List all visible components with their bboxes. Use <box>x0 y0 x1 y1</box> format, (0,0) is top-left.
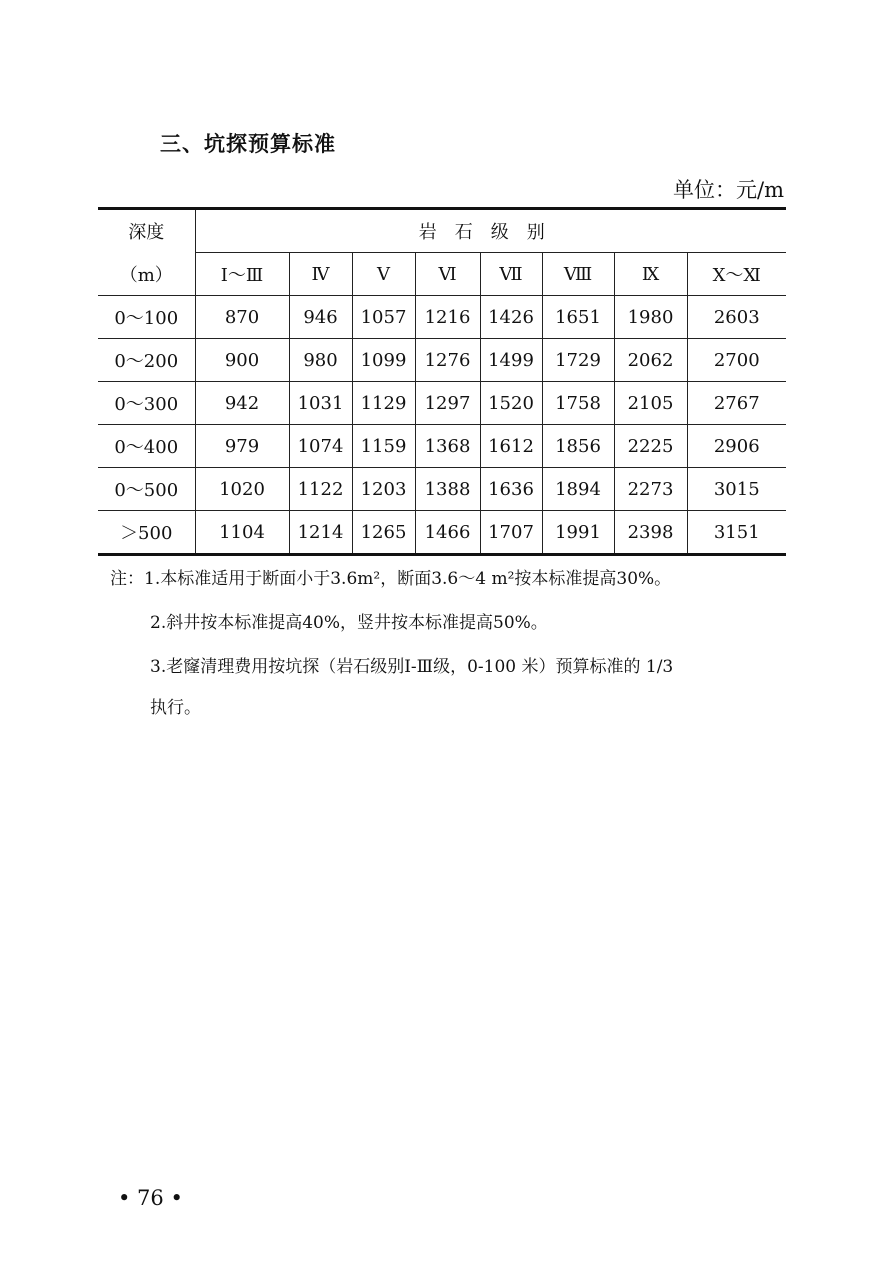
cost-cell: 2767 <box>687 382 786 425</box>
cost-cell: 1499 <box>480 339 542 382</box>
table-header-row <box>98 209 786 253</box>
cost-cell: 1122 <box>289 468 352 511</box>
depth-cell: 0～100 <box>98 296 195 339</box>
cost-cell: 980 <box>289 339 352 382</box>
page-number: • 76 • <box>118 1186 183 1210</box>
cost-cell: 1031 <box>289 382 352 425</box>
table-row <box>98 511 786 555</box>
cost-cell: 2273 <box>614 468 687 511</box>
table-row <box>98 425 786 468</box>
cost-cell: 1203 <box>352 468 415 511</box>
cost-cell: 1074 <box>289 425 352 468</box>
note-2: 2.斜井按本标准提高40%，竖井按本标准提高50%。 <box>150 613 548 633</box>
cost-cell: 1388 <box>415 468 480 511</box>
cost-cell: 870 <box>195 296 289 339</box>
cost-cell: 1265 <box>352 511 415 555</box>
cost-cell: 2700 <box>687 339 786 382</box>
cost-cell: 1758 <box>542 382 614 425</box>
cost-cell: 1216 <box>415 296 480 339</box>
cost-cell: 1612 <box>480 425 542 468</box>
cost-cell: 1980 <box>614 296 687 339</box>
grade-column-header: Ⅷ <box>542 253 614 296</box>
cost-cell: 3151 <box>687 511 786 555</box>
table-row <box>98 382 786 425</box>
cost-cell: 1707 <box>480 511 542 555</box>
cost-cell: 2062 <box>614 339 687 382</box>
cost-cell: 1520 <box>480 382 542 425</box>
cost-cell: 1368 <box>415 425 480 468</box>
depth-cell: 0～200 <box>98 339 195 382</box>
grade-column-header: Ⅶ <box>480 253 542 296</box>
section-title: 三、坑探预算标准 <box>160 132 336 156</box>
grade-column-header: Ⅴ <box>352 253 415 296</box>
cost-cell: 1129 <box>352 382 415 425</box>
cost-cell: 2603 <box>687 296 786 339</box>
cost-cell: 2105 <box>614 382 687 425</box>
unit-label: 单位：元/m <box>673 178 784 202</box>
budget-table <box>98 207 786 556</box>
note-1: 注：1.本标准适用于断面小于3.6m²，断面3.6～4 m²按本标准提高30%。 <box>110 569 672 589</box>
grade-columns-row <box>98 253 786 296</box>
cost-cell: 979 <box>195 425 289 468</box>
note-3-continued: 执行。 <box>150 698 201 718</box>
cost-cell: 1894 <box>542 468 614 511</box>
grade-column-header: Ⅸ <box>614 253 687 296</box>
cost-cell: 1651 <box>542 296 614 339</box>
cost-cell: 1991 <box>542 511 614 555</box>
rock-grade-header: 岩石级别 <box>195 209 786 253</box>
cost-cell: 1466 <box>415 511 480 555</box>
depth-cell: 0～300 <box>98 382 195 425</box>
cost-cell: 1159 <box>352 425 415 468</box>
depth-cell: 0～400 <box>98 425 195 468</box>
depth-header: 深度 <box>98 209 195 253</box>
cost-cell: 1276 <box>415 339 480 382</box>
cost-cell: 2398 <box>614 511 687 555</box>
depth-unit: （m） <box>98 253 195 296</box>
cost-cell: 1426 <box>480 296 542 339</box>
cost-cell: 942 <box>195 382 289 425</box>
note-3: 3.老窿清理费用按坑探（岩石级别Ⅰ-Ⅲ级，0-100 米）预算标准的 1/3 <box>150 657 674 677</box>
cost-cell: 1214 <box>289 511 352 555</box>
cost-cell: 1057 <box>352 296 415 339</box>
grade-column-header: Ⅰ～Ⅲ <box>195 253 289 296</box>
grade-column-header: Ⅳ <box>289 253 352 296</box>
depth-cell: 0～500 <box>98 468 195 511</box>
cost-cell: 900 <box>195 339 289 382</box>
depth-cell: ＞500 <box>98 511 195 555</box>
cost-cell: 2225 <box>614 425 687 468</box>
cost-cell: 1099 <box>352 339 415 382</box>
grade-column-header: Ⅹ～Ⅺ <box>687 253 786 296</box>
cost-cell: 3015 <box>687 468 786 511</box>
cost-cell: 1020 <box>195 468 289 511</box>
cost-cell: 2906 <box>687 425 786 468</box>
cost-cell: 1856 <box>542 425 614 468</box>
table-row <box>98 339 786 382</box>
grade-column-header: Ⅵ <box>415 253 480 296</box>
cost-cell: 1636 <box>480 468 542 511</box>
cost-cell: 1104 <box>195 511 289 555</box>
cost-cell: 1297 <box>415 382 480 425</box>
table-row <box>98 296 786 339</box>
table-row <box>98 468 786 511</box>
cost-cell: 946 <box>289 296 352 339</box>
cost-cell: 1729 <box>542 339 614 382</box>
